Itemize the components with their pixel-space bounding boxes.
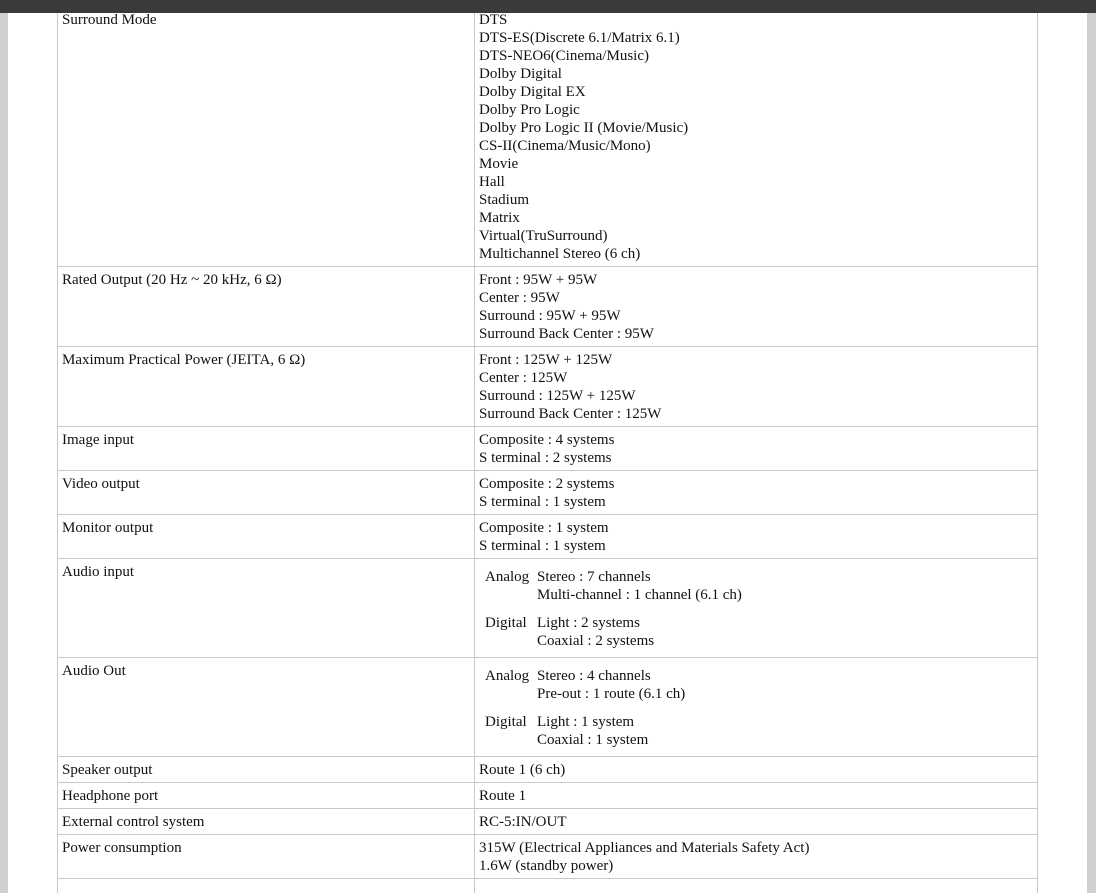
spec-value-line: Virtual(TruSurround) — [479, 228, 608, 244]
spec-value-line: Surround Back Center : 95W — [479, 326, 654, 342]
spec-value-line: Front : 95W + 95W — [479, 272, 598, 288]
spec-group-name: Digital — [485, 615, 527, 631]
spec-value — [475, 559, 1038, 658]
spec-value-line: Surround : 125W + 125W — [479, 388, 636, 404]
spec-group-items — [537, 713, 1033, 749]
spec-value-line: CS-II(Cinema/Music/Mono) — [479, 138, 651, 154]
spec-row-monitor-output — [58, 515, 1038, 559]
spec-row-power-consumption — [58, 835, 1038, 879]
spec-row-audio-out — [58, 658, 1038, 757]
spec-value-line: 1.6W (standby power) — [479, 858, 614, 874]
spec-label: Image input — [58, 427, 475, 471]
spec-value-line: RC-5:IN/OUT — [479, 814, 567, 830]
spec-label: Headphone port — [58, 783, 475, 809]
spec-value-line: Stadium — [479, 192, 530, 208]
spec-value — [475, 835, 1038, 879]
spec-value-line: Route 1 (6 ch) — [479, 762, 566, 778]
spec-value — [475, 515, 1038, 559]
spec-group-item: Coaxial : 2 systems — [537, 633, 655, 649]
spec-value — [475, 658, 1038, 757]
spec-group-digital — [485, 614, 1033, 650]
spec-row-surround-mode — [58, 13, 1038, 267]
specifications-table-body — [58, 13, 1038, 893]
spec-group-item: Coaxial : 1 system — [537, 732, 649, 748]
spec-row-next-partial — [58, 879, 1038, 893]
spec-value-line: Dolby Digital — [479, 66, 562, 82]
spec-value — [475, 757, 1038, 783]
spec-value — [475, 13, 1038, 267]
spec-value-line: S terminal : 1 system — [479, 538, 606, 554]
spec-group-item: Pre-out : 1 route (6.1 ch) — [537, 686, 686, 702]
spec-value-line: Dolby Digital EX — [479, 84, 586, 100]
spec-label: Audio Out — [58, 658, 475, 757]
spec-label: Power consumption — [58, 835, 475, 879]
spec-group-analog — [485, 568, 1033, 604]
spec-row-rated-output — [58, 267, 1038, 347]
spec-group-analog — [485, 667, 1033, 703]
spec-row-speaker-output — [58, 757, 1038, 783]
spec-label-empty — [58, 879, 475, 893]
spec-label: Monitor output — [58, 515, 475, 559]
spec-value-line: DTS-NEO6(Cinema/Music) — [479, 48, 649, 64]
spec-value-line: Movie — [479, 156, 519, 172]
spec-group-items — [537, 667, 1033, 703]
spec-row-image-input — [58, 427, 1038, 471]
spec-subtable — [479, 662, 1033, 749]
browser-top-bar — [0, 0, 1096, 13]
spec-value-line: Dolby Pro Logic — [479, 102, 580, 118]
spec-subtable — [479, 563, 1033, 650]
spec-value-line: DTS — [479, 13, 508, 28]
spec-group-items — [537, 614, 1033, 650]
spec-label: Maximum Practical Power (JEITA, 6 Ω) — [58, 347, 475, 427]
spec-value-line: S terminal : 2 systems — [479, 450, 612, 466]
spec-value-line: Surround Back Center : 125W — [479, 406, 662, 422]
document-page — [8, 13, 1087, 893]
spec-value-line: Composite : 2 systems — [479, 476, 615, 492]
spec-row-video-output — [58, 471, 1038, 515]
spec-value-line: Multichannel Stereo (6 ch) — [479, 246, 641, 262]
spec-value-line: DTS-ES(Discrete 6.1/Matrix 6.1) — [479, 30, 680, 46]
spec-row-audio-input — [58, 559, 1038, 658]
spec-value-line: Matrix — [479, 210, 520, 226]
spec-row-maximum-practical-power — [58, 347, 1038, 427]
spec-value — [475, 783, 1038, 809]
spec-value-line: Center : 125W — [479, 370, 568, 386]
spec-value-line: Hall — [479, 174, 505, 190]
spec-group-item: Light : 2 systems — [537, 615, 640, 631]
spec-group-name: Digital — [485, 714, 527, 730]
spec-value-line: S terminal : 1 system — [479, 494, 606, 510]
spec-value-line: Center : 95W — [479, 290, 560, 306]
spec-label: Surround Mode — [58, 13, 475, 267]
spec-group-item: Stereo : 4 channels — [537, 668, 651, 684]
spec-group-name: Analog — [485, 569, 530, 585]
spec-value-line: Dolby Pro Logic II (Movie/Music) — [479, 120, 689, 136]
spec-group-item: Multi-channel : 1 channel (6.1 ch) — [537, 587, 742, 603]
spec-label: Audio input — [58, 559, 475, 658]
spec-value — [475, 267, 1038, 347]
spec-label: Speaker output — [58, 757, 475, 783]
specifications-table — [57, 13, 1038, 893]
spec-group-item: Stereo : 7 channels — [537, 569, 651, 585]
spec-label: Video output — [58, 471, 475, 515]
spec-value-line: Composite : 1 system — [479, 520, 609, 536]
spec-label: Rated Output (20 Hz ~ 20 kHz, 6 Ω) — [58, 267, 475, 347]
spec-row-external-control-system — [58, 809, 1038, 835]
spec-value-line: Route 1 — [479, 788, 527, 804]
spec-value-empty — [475, 879, 1038, 893]
spec-group-item: Light : 1 system — [537, 714, 635, 730]
spec-value-line: Composite : 4 systems — [479, 432, 615, 448]
spec-value-line: Surround : 95W + 95W — [479, 308, 621, 324]
spec-group-name: Analog — [485, 668, 530, 684]
spec-value-line: 315W (Electrical Appliances and Materials Safety Act) — [479, 840, 810, 856]
spec-value-line: Front : 125W + 125W — [479, 352, 613, 368]
spec-value — [475, 471, 1038, 515]
spec-group-digital — [485, 713, 1033, 749]
spec-group-items — [537, 568, 1033, 604]
spec-value — [475, 427, 1038, 471]
spec-label: External control system — [58, 809, 475, 835]
spec-value — [475, 347, 1038, 427]
spec-row-headphone-port — [58, 783, 1038, 809]
spec-value — [475, 809, 1038, 835]
